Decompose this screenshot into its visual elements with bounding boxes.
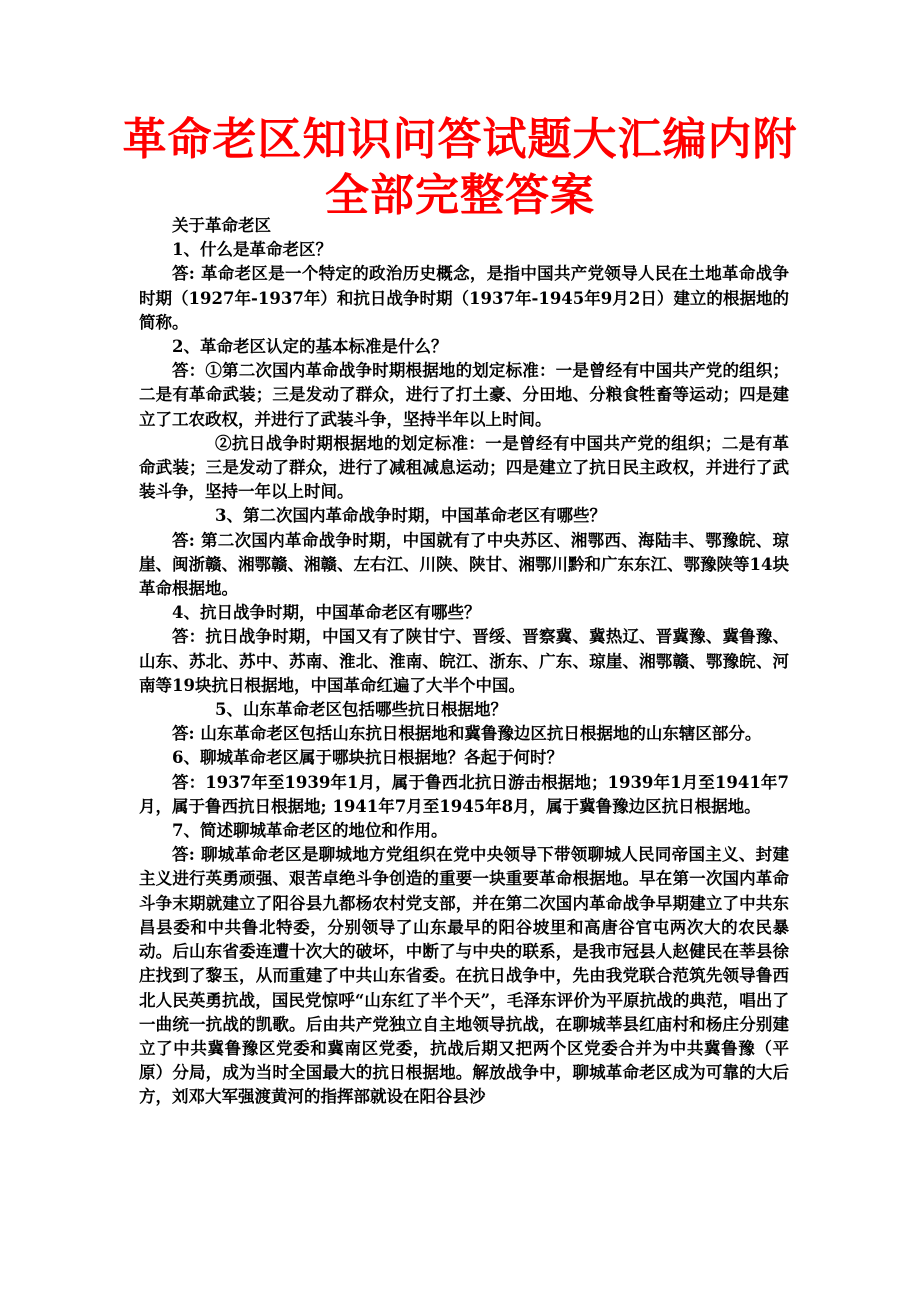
question-1: 1、什么是革命老区？ [172, 240, 332, 260]
answer-7: 答: 聊城革命老区是聊城地方党组织在党中央领导下带领聊城人民同帝国主义、封建主义进行英勇顽强、艰苦卓绝斗争创造的重要一块重要革命根据地。早在第一次国内革命斗争末期就建立了阳谷县九都杨农村党支部，并在第二次国内革命战争早期建立了中共东昌县委和中共鲁北特委，分别领导了山东最早的阳谷坡里和高唐谷官屯两次大的农民暴动。后山东省委连遭十次大的破坏，中断了与中央的联系，是我市冠县人赵健民在莘县徐庄找到了黎玉，从而重建了中共山东省委。在抗日战争中，先由我党联合范筑先领导鲁西北人民英勇抗战，国民党惊呼“山东红了半个天”，毛泽东评价为平原抗战的典范，唱出了一曲统一抗战的凯歌。后由共产党独立自主地领导抗战，在聊城莘县红庙村和杨庄分别建立了中共冀鲁豫区党委和冀南区党委，抗战后期又把两个区党委合并为中共冀鲁豫（平原）分局，成为当时全国最大的抗日根据地。解放战争中，聊城革命老区成为可靠的大后方，刘邓大军强渡黄河的指挥部就设在阳谷县沙 [139, 845, 789, 1107]
question-3: 3、第二次国内革命战争时期，中国革命老区有哪些？ [215, 506, 606, 526]
answer-6: 答：1937年至1939年1月，属于鲁西北抗日游击根据地；1939年1月至1941年7月，属于鲁西抗日根据地; 1941年7月至1945年8月，属于冀鲁豫边区抗日根据地。 [139, 772, 789, 816]
answer-3: 答: 第二次国内革命战争时期，中国就有了中央苏区、湘鄂西、海陆丰、鄂豫皖、琼崖、闽浙赣、湘鄂赣、湘赣、左右江、川陕、陕甘、湘鄂川黔和广东东江、鄂豫陕等14块革命根据地。 [139, 530, 789, 599]
question-6: 6、聊城革命老区属于哪块抗日根据地？各起于何时？ [172, 748, 563, 768]
answer-1: 答: 革命老区是一个特定的政治历史概念，是指中国共产党领导人民在土地革命战争时期（1927年-1937年）和抗日战争时期（1937年-1945年9月2日）建立的根据地的简称。 [139, 264, 789, 332]
answer-5: 答: 山东革命老区包括山东抗日根据地和冀鲁豫边区抗日根据地的山东辖区部分。 [172, 724, 762, 744]
answer-2-part-1: 答：①第二次国内革命战争时期根据地的划定标准：一是曾经有中国共产党的组织；二是有革命武装；三是发动了群众，进行了打土豪、分田地、分粮食牲畜等运动；四是建立了工农政权，并进行了武装斗争，坚持半年以上时间。 [139, 361, 789, 429]
question-7: 7、简述聊城革命老区的地位和作用。 [172, 821, 448, 841]
question-2: 2、革命老区认定的基本标准是什么？ [172, 337, 448, 357]
answer-4: 答：抗日战争时期，中国又有了陕甘宁、晋绥、晋察冀、冀热辽、晋冀豫、冀鲁豫、山东、苏北、苏中、苏南、淮北、淮南、皖江、浙东、广东、琼崖、湘鄂赣、鄂豫皖、河南等19块抗日根据地，中国革命红遍了大半个中国。 [139, 627, 789, 695]
title-line-2: 全部完整答案 [325, 170, 595, 221]
question-5: 5、山东革命老区包括哪些抗日根据地？ [215, 700, 507, 720]
section-heading: 关于革命老区 [172, 216, 271, 235]
title-line-1: 革命老区知识问答试题大汇编内附 [122, 114, 798, 165]
document-body [139, 214, 789, 1110]
question-4: 4、抗日战争时期，中国革命老区有哪些？ [172, 603, 481, 623]
answer-2-part-2: ②抗日战争时期根据地的划定标准：一是曾经有中国共产党的组织；二是有革命武装；三是发动了群众，进行了减租减息运动；四是建立了抗日民主政权，并进行了武装斗争，坚持一年以上时间。 [139, 433, 789, 502]
